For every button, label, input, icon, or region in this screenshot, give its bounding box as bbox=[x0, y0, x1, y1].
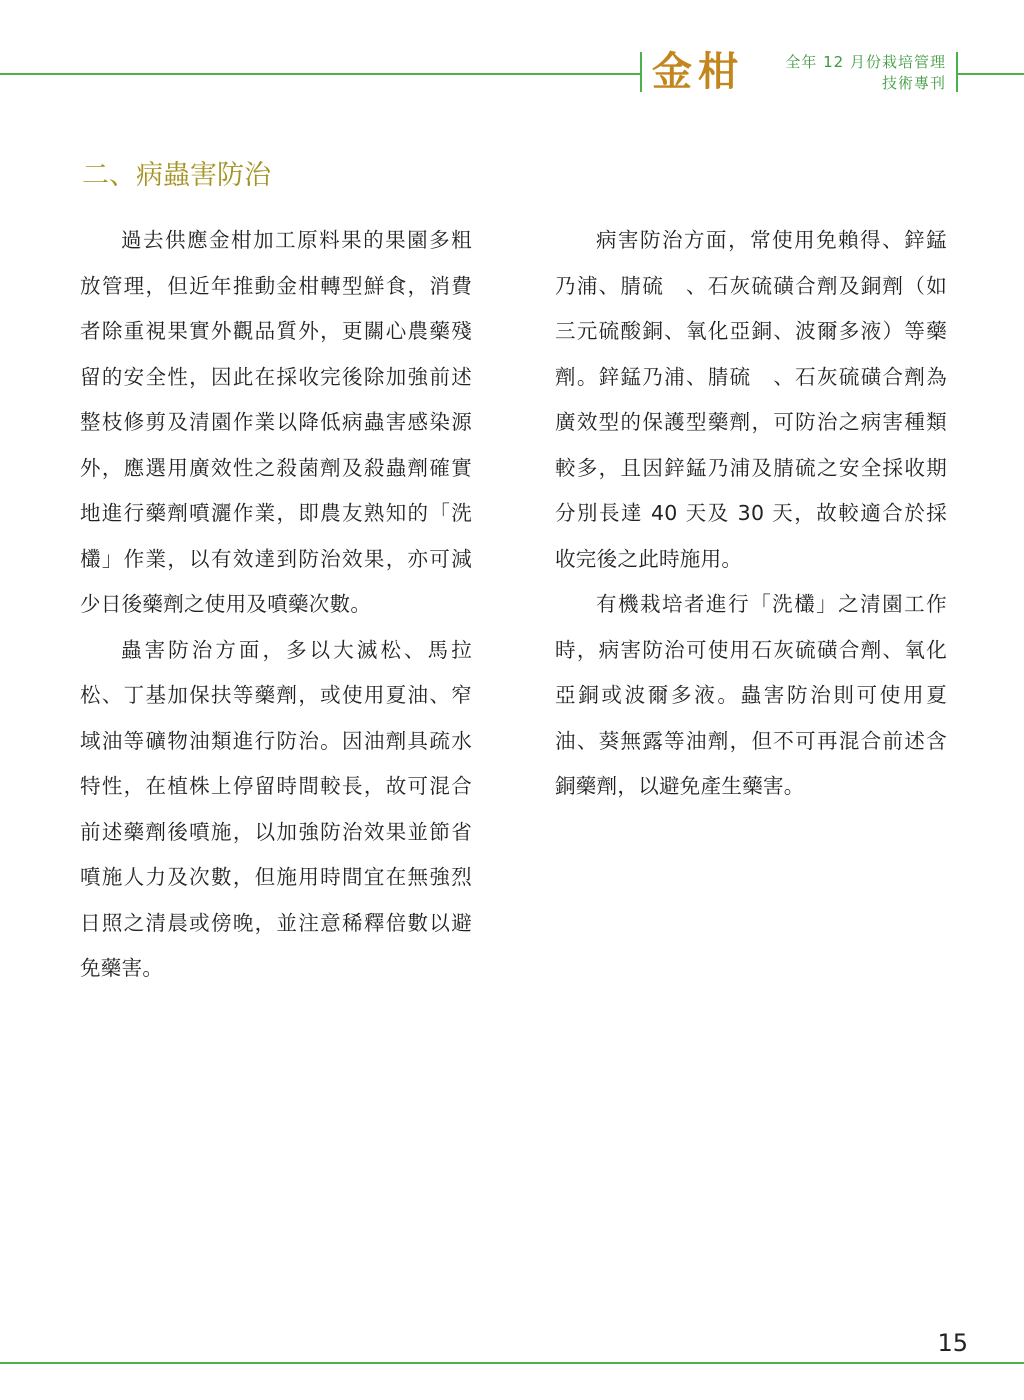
header-rule-left bbox=[0, 73, 640, 75]
publication-brand: 金柑 bbox=[652, 48, 744, 95]
header-tick-left bbox=[640, 52, 642, 92]
footer-rule bbox=[0, 1362, 1024, 1364]
right-column bbox=[555, 218, 947, 810]
publication-subtitle bbox=[785, 52, 946, 94]
paragraph: 過去供應金柑加工原料果的果園多粗放管理，但近年推動金柑轉型鮮食，消費者除重視果實外觀品質外，更關心農藥殘留的安全性，因此在採收完後除加強前述整枝修剪及清園作業以降低病蟲害感染源外，應選用廣效性之殺菌劑及殺蟲劑確實地進行藥劑噴灑作業，即農友熟知的「洗欉」作業，以有效達到防治效果，亦可減少日後藥劑之使用及噴藥次數。 bbox=[80, 228, 472, 616]
header-rule-right bbox=[958, 73, 1024, 75]
paragraph: 蟲害防治方面，多以大滅松、馬拉松、丁基加保扶等藥劑，或使用夏油、窄域油等礦物油類進行防治。因油劑具疏水特性，在植株上停留時間較長，故可混合前述藥劑後噴施，以加強防治效果並節省噴施人力及次數，但施用時間宜在無強烈日照之清晨或傍晚，並注意稀釋倍數以避免藥害。 bbox=[80, 637, 472, 980]
paragraph: 病害防治方面，常使用免賴得、鋅錳乃浦、腈硫 、石灰硫磺合劑及銅劑（如三元硫酸銅、氧化亞銅、波爾多液）等藥劑。鋅錳乃浦、腈硫 、石灰硫磺合劑為廣效型的保護型藥劑，可防治之病害種類較多，且因鋅錳乃浦及腈硫之安全採收期分別長達 40 天及 30 天，故較適合於採收完後之此時施用。 bbox=[555, 228, 947, 571]
page-number: 15 bbox=[937, 1329, 968, 1357]
subtitle-line-1: 全年 12 月份栽培管理 bbox=[785, 53, 946, 71]
paragraph: 有機栽培者進行「洗欉」之清園工作時，病害防治可使用石灰硫磺合劑、氧化亞銅或波爾多液。蟲害防治則可使用夏油、葵無露等油劑，但不可再混合前述含銅藥劑，以避免產生藥害。 bbox=[555, 592, 947, 798]
header-tick-right bbox=[956, 52, 958, 92]
subtitle-line-2: 技術專刊 bbox=[881, 74, 946, 92]
section-heading: 二、病蟲害防治 bbox=[82, 160, 271, 191]
left-column bbox=[80, 218, 472, 992]
